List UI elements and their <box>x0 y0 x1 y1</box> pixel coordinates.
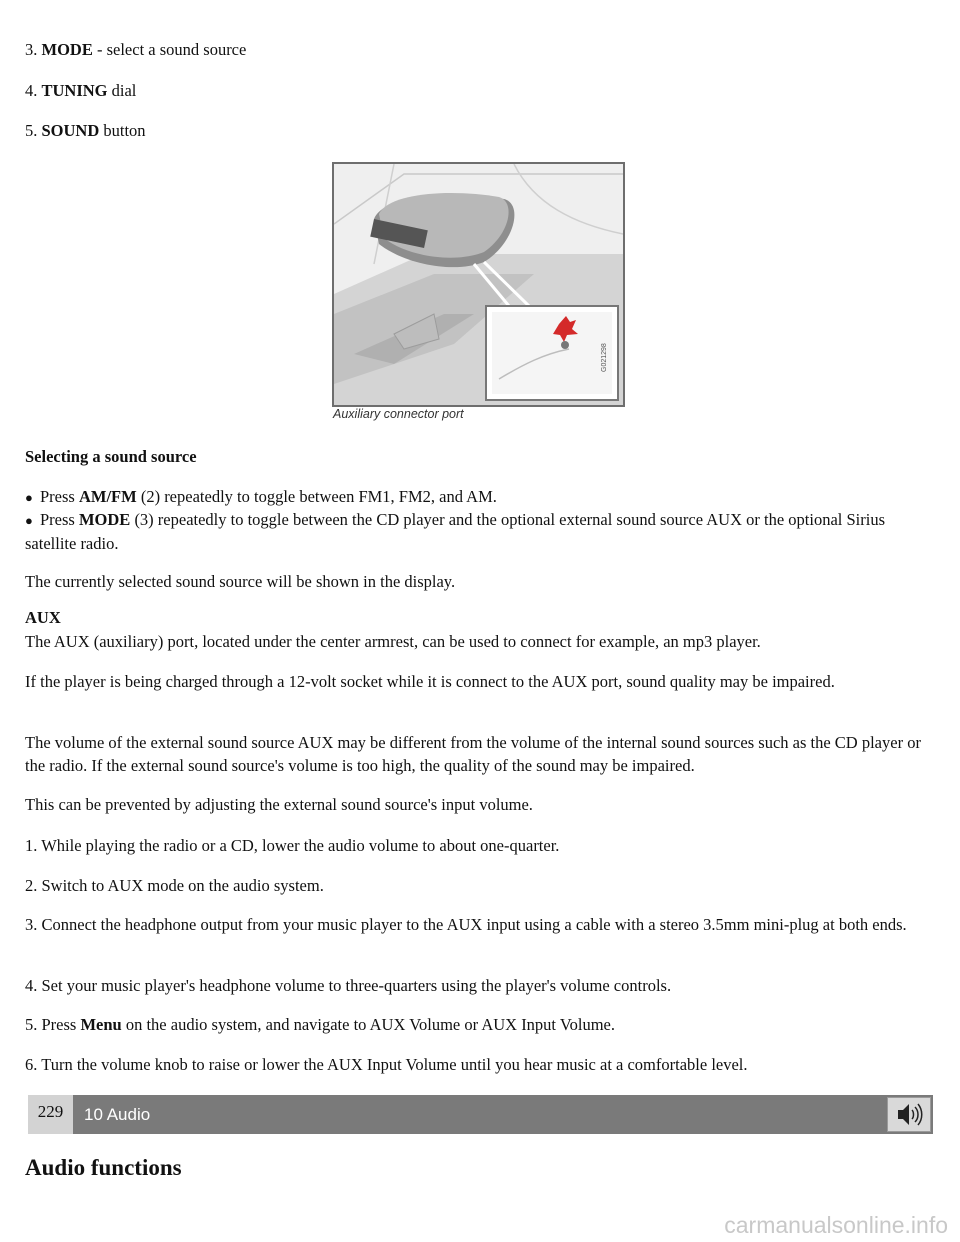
aux-paragraph-3: The volume of the external sound source AUX may be different from the volume of the internal sound sources such as the CD player or the radio. If the external sound source's volume is too high, the quality of the sound may be impaired. <box>25 733 921 775</box>
bullet-am-fm: ● Press AM/FM (2) repeatedly to toggle between FM1, FM2, and AM. <box>25 485 940 509</box>
aux-step-5: 5. Press Menu on the audio system, and navigate to AUX Volume or AUX Input Volume. <box>25 1015 616 1034</box>
aux-heading: AUX <box>25 608 61 627</box>
figure-code: G021298 <box>601 343 608 372</box>
selecting-heading: Selecting a sound source <box>25 447 197 466</box>
page-number: 229 <box>28 1095 73 1134</box>
bullet-dot: ● <box>25 490 33 505</box>
aux-paragraph-1: The AUX (auxiliary) port, located under the center armrest, can be used to connect for example, an mp3 player. <box>25 632 761 651</box>
source-shown-text: The currently selected sound source will be shown in the display. <box>25 572 456 591</box>
aux-step-3: 3. Connect the headphone output from your music player to the AUX input using a cable with a stereo 3.5mm mini-plug at both ends. <box>25 915 907 934</box>
aux-step-1: 1. While playing the radio or a CD, lower the audio volume to about one-quarter. <box>25 836 560 855</box>
bullet-mode: ● Press MODE (3) repeatedly to toggle between the CD player and the optional external sound source AUX or the optional Sirius satellite radio. <box>25 510 885 553</box>
aux-paragraph-2: If the player is being charged through a 12-volt socket while it is connect to the AUX port, sound quality may be impaired. <box>25 672 835 691</box>
bullet-dot: ● <box>25 513 33 528</box>
aux-step-4: 4. Set your music player's headphone volume to three-quarters using the player's volume controls. <box>25 976 672 995</box>
aux-step-2: 2. Switch to AUX mode on the audio system. <box>25 876 324 895</box>
list-item-sound: 5. SOUND button <box>25 121 146 140</box>
aux-port-illustration <box>332 162 625 407</box>
list-item-mode: 3. MODE - select a sound source <box>25 40 247 59</box>
watermark: carmanualsonline.info <box>724 1212 948 1238</box>
figure-caption: Auxiliary connector port <box>333 407 464 421</box>
aux-paragraph-4: This can be prevented by adjusting the external sound source's input volume. <box>25 795 533 814</box>
speaker-icon[interactable] <box>887 1097 931 1132</box>
list-item-tuning: 4. TUNING dial <box>25 81 137 100</box>
chapter-bar <box>28 1095 933 1134</box>
aux-step-6: 6. Turn the volume knob to raise or lower the AUX Input Volume until you hear music at a comfortable level. <box>25 1055 748 1074</box>
audio-functions-heading: Audio functions <box>25 1155 182 1180</box>
chapter-title: 10 Audio <box>84 1105 151 1124</box>
